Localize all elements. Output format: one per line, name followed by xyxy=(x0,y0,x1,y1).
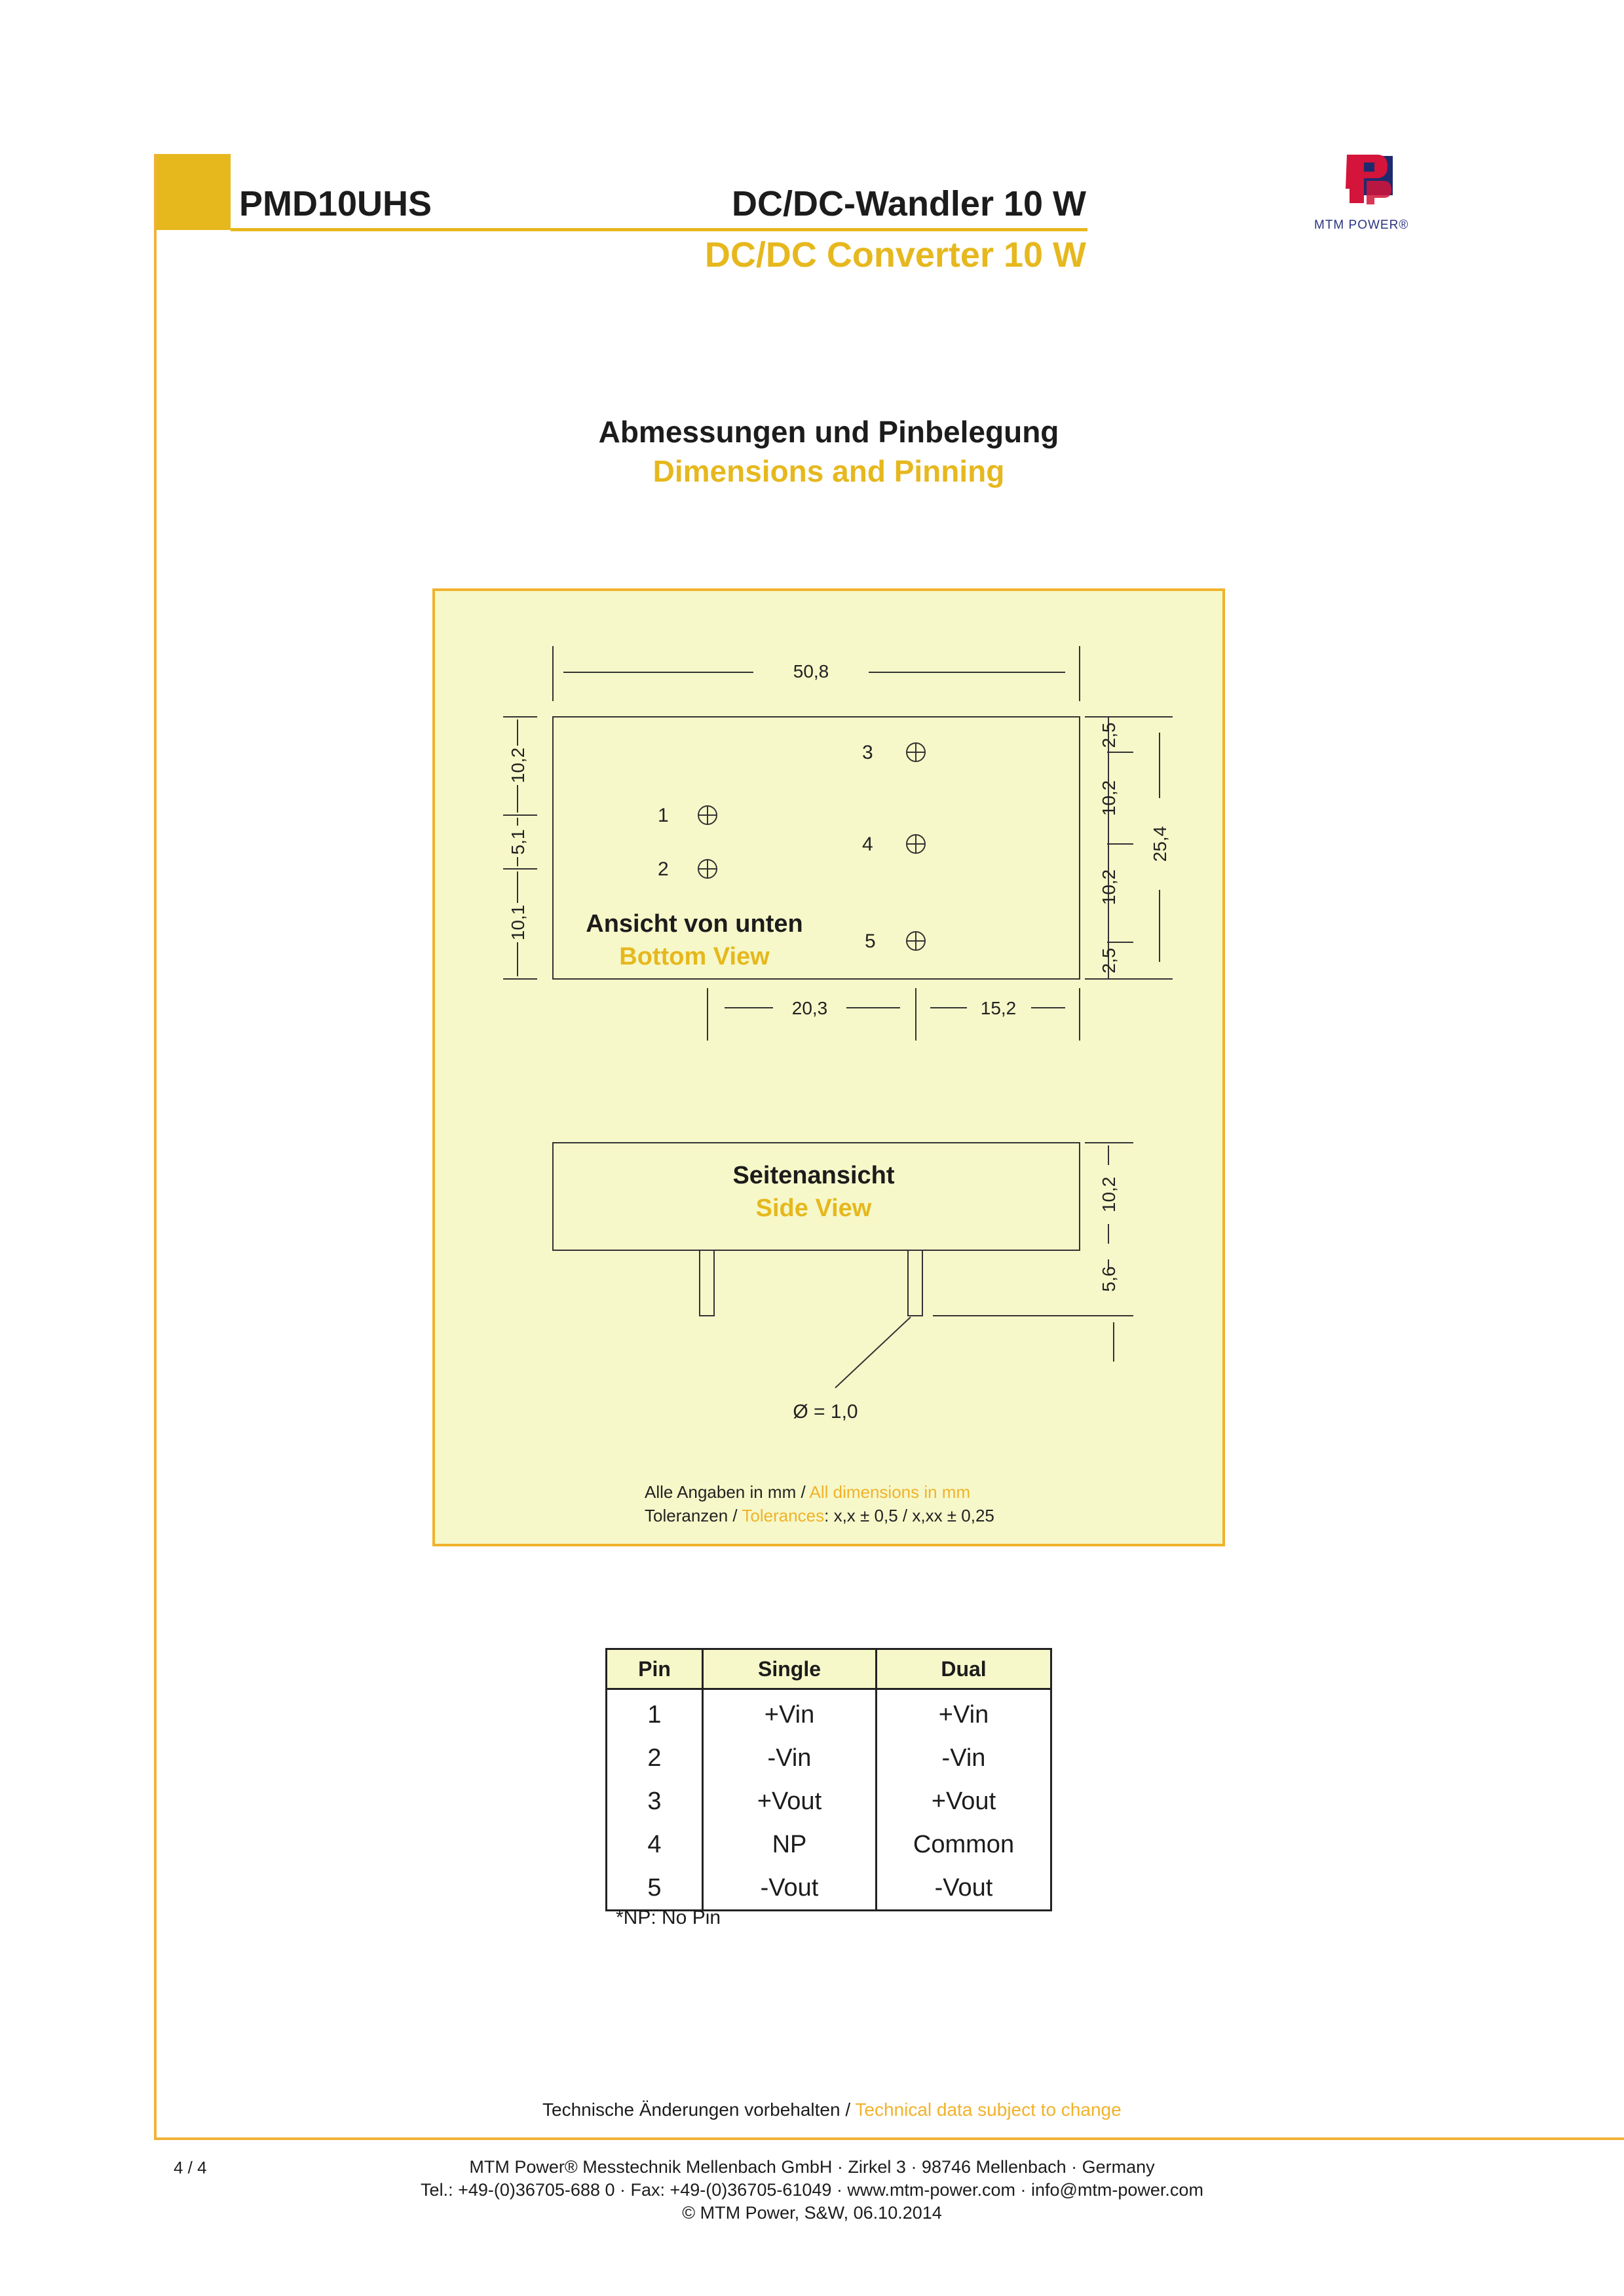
dim-side-5-6: 5,6 xyxy=(1099,1266,1119,1292)
dim-right-10-2-top: 10,2 xyxy=(1099,780,1119,816)
bottom-view-label-de: Ansicht von unten xyxy=(586,910,803,938)
title-de: DC/DC-Wandler 10 W xyxy=(731,184,1086,223)
dim-right-2-5-top: 2,5 xyxy=(1099,722,1119,748)
cell-single: NP xyxy=(703,1823,877,1866)
table-row xyxy=(607,1780,1051,1823)
pin-table xyxy=(605,1648,1052,1911)
table-row xyxy=(607,1866,1051,1911)
page-number: 4 / 4 xyxy=(174,2158,207,2177)
header-rule xyxy=(231,228,1087,231)
table-row xyxy=(607,1689,1051,1737)
dim-right-10-2-bottom: 10,2 xyxy=(1099,869,1119,906)
cell-single: -Vin xyxy=(703,1736,877,1780)
cell-single: -Vout xyxy=(703,1866,877,1911)
pin-label-2: 2 xyxy=(658,858,669,880)
table-row xyxy=(607,1736,1051,1780)
cell-dual: +Vin xyxy=(877,1689,1051,1737)
header-single: Single xyxy=(703,1649,877,1689)
tolerances-values: : x,x ± 0,5 / x,xx ± 0,25 xyxy=(824,1506,994,1525)
cell-dual: Common xyxy=(877,1823,1051,1866)
page-frame-left xyxy=(154,154,157,2139)
dim-left-10-1: 10,1 xyxy=(508,904,528,941)
dim-15-2: 15,2 xyxy=(980,998,1017,1018)
section-title-de: Abmessungen und Pinbelegung xyxy=(598,415,1059,449)
pin-table-footnote: *NP: No Pin xyxy=(616,1907,721,1928)
units-note xyxy=(645,1482,970,1502)
footer-contact-line: Tel.: +49-(0)36705-688 0 · Fax: +49-(0)36705-61049 · www.mtm-power.com · info@mtm-power.com xyxy=(421,2180,1203,2200)
section-title-en: Dimensions and Pinning xyxy=(652,454,1005,488)
tech-note-de: Technische Änderungen vorbehalten / xyxy=(542,2099,856,2120)
title-en: DC/DC Converter 10 W xyxy=(704,235,1086,275)
product-name: PMD10UHS xyxy=(239,184,432,223)
header-pin: Pin xyxy=(607,1649,703,1689)
cell-dual: +Vout xyxy=(877,1780,1051,1823)
logo-text: MTM POWER® xyxy=(1314,218,1409,232)
footer-copyright-line: © MTM Power, S&W, 06.10.2014 xyxy=(682,2203,942,2223)
units-note-en: All dimensions in mm xyxy=(809,1482,971,1502)
module-outline-bottom-view xyxy=(553,717,1080,979)
side-view-label-en: Side View xyxy=(755,1195,872,1222)
tolerances-note xyxy=(645,1506,994,1526)
cell-pin: 3 xyxy=(607,1780,703,1823)
header-dual: Dual xyxy=(877,1649,1051,1689)
side-view-label-de: Seitenansicht xyxy=(732,1162,895,1189)
header-accent-block xyxy=(155,154,231,230)
pin-diameter: Ø = 1,0 xyxy=(793,1401,858,1423)
cell-dual: -Vin xyxy=(877,1736,1051,1780)
dim-left-5-1: 5,1 xyxy=(508,829,528,855)
mtm-power-logo-icon xyxy=(1344,152,1395,207)
pin-label-1: 1 xyxy=(658,805,669,826)
cell-pin: 4 xyxy=(607,1823,703,1866)
pin-label-3: 3 xyxy=(862,742,873,763)
bottom-view-label-en: Bottom View xyxy=(619,943,770,970)
footer-company-line: MTM Power® Messtechnik Mellenbach GmbH · Zirkel 3 · 98746 Mellenbach · Germany xyxy=(469,2157,1155,2177)
dim-side-10-2: 10,2 xyxy=(1099,1176,1119,1213)
pin-label-5: 5 xyxy=(865,930,876,952)
tolerances-note-de: Toleranzen / xyxy=(645,1506,742,1525)
technical-change-note xyxy=(542,2099,1122,2120)
cell-single: +Vout xyxy=(703,1780,877,1823)
units-note-de: Alle Angaben in mm / xyxy=(645,1482,810,1502)
table-row xyxy=(607,1823,1051,1866)
tech-note-en: Technical data subject to change xyxy=(855,2099,1122,2120)
dim-height-25-4: 25,4 xyxy=(1150,826,1170,862)
dim-right-2-5-bottom: 2,5 xyxy=(1099,947,1119,974)
cell-pin: 2 xyxy=(607,1736,703,1780)
pin-table-header xyxy=(607,1649,1051,1689)
dim-width: 50,8 xyxy=(793,661,829,681)
dim-left-10-2: 10,2 xyxy=(508,747,528,784)
dimension-drawing xyxy=(432,588,1225,1546)
cell-pin: 5 xyxy=(607,1866,703,1911)
cell-pin: 1 xyxy=(607,1689,703,1737)
page-frame-bottom xyxy=(154,2137,1624,2140)
tolerances-note-en: Tolerances xyxy=(742,1506,825,1525)
dim-20-3: 20,3 xyxy=(791,998,828,1018)
pin-label-4: 4 xyxy=(862,833,873,855)
cell-single: +Vin xyxy=(703,1689,877,1737)
cell-dual: -Vout xyxy=(877,1866,1051,1911)
